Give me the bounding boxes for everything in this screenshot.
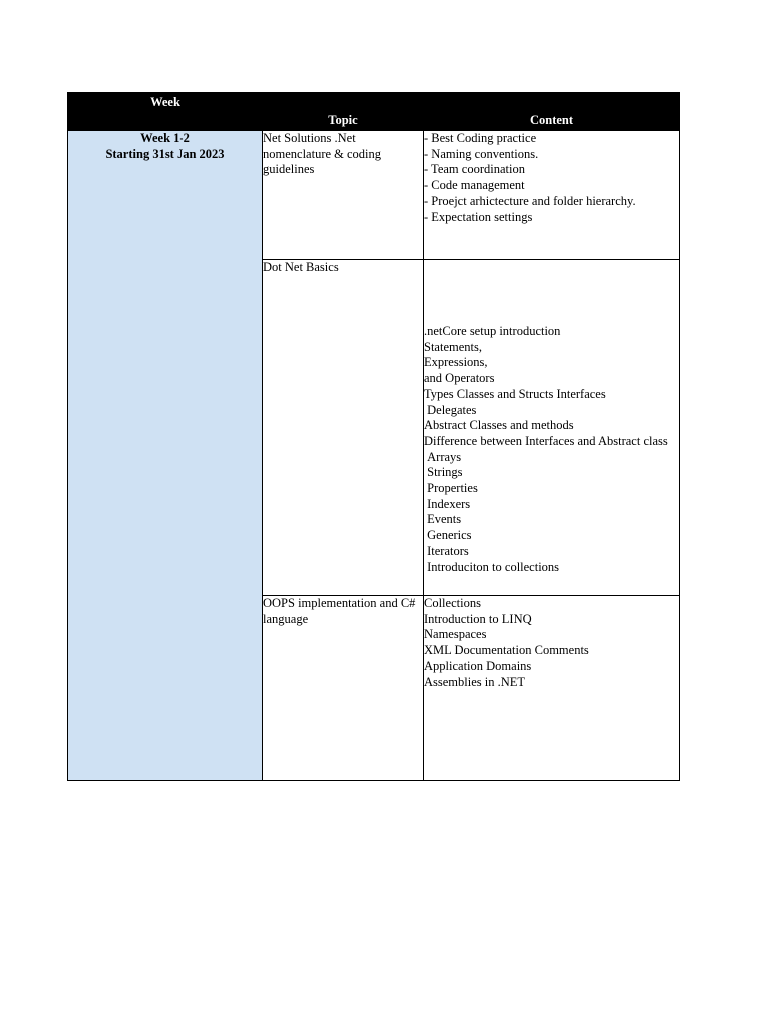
content-line: - Code management [424,178,525,193]
header-content-label: Content [529,113,574,128]
header-week-label: Week [150,95,180,109]
topic-cell [263,596,424,781]
training-schedule-table [67,92,680,781]
week-cell [68,131,263,781]
week-label: Week 1-2 [140,131,190,145]
content-line: Arrays [424,449,462,464]
topic-text: Dot Net Basics [263,260,339,274]
content-cell [424,260,680,596]
content-line: - Team coordination [424,162,525,177]
content-line: Types Classes and Structs Interfaces [424,386,606,401]
week-start-date: Starting 31st Jan 2023 [105,146,225,161]
content-line: Expressions, [424,355,488,370]
content-line: Delegates [424,402,477,417]
header-topic-label: Topic [328,113,358,128]
content-line: Properties [424,481,478,496]
content-line: Generics [424,528,472,543]
content-line: and Operators [424,371,495,386]
content-cell [424,596,680,781]
content-line: - Expectation settings [424,209,533,224]
content-line: Introduction to LINQ [424,611,532,626]
content-line: .netCore setup introduction [424,324,561,338]
content-line: Difference between Interfaces and Abstract class [424,433,668,448]
content-line: - Naming conventions. [424,146,539,161]
topic-cell [263,131,424,260]
content-line: Application Domains [424,658,532,673]
content-cell [424,131,680,260]
topic-cell [263,260,424,596]
header-topic [263,93,424,131]
content-line: Strings [424,465,463,480]
header-row [68,93,680,131]
content-line: Introduciton to collections [424,559,560,574]
topic-text: Net Solutions .Net nomenclature & coding guidelines [263,131,382,177]
content-line: XML Documentation Comments [424,643,589,658]
content-line: Namespaces [424,627,487,642]
content-line: Assemblies in .NET [424,674,526,689]
content-line: Events [424,512,462,527]
content-line: Collections [424,596,481,610]
table-row [68,131,680,260]
content-line: - Best Coding practice [424,131,537,145]
content-line: Statements, [424,339,482,354]
content-line: Indexers [424,496,471,511]
header-week [68,93,263,131]
content-line: Abstract Classes and methods [424,418,574,433]
content-line: - Proejct arhictecture and folder hierarchy. [424,193,636,208]
header-content [424,93,680,131]
content-line: Iterators [424,543,469,558]
topic-text: OOPS implementation and C# language [263,596,416,626]
